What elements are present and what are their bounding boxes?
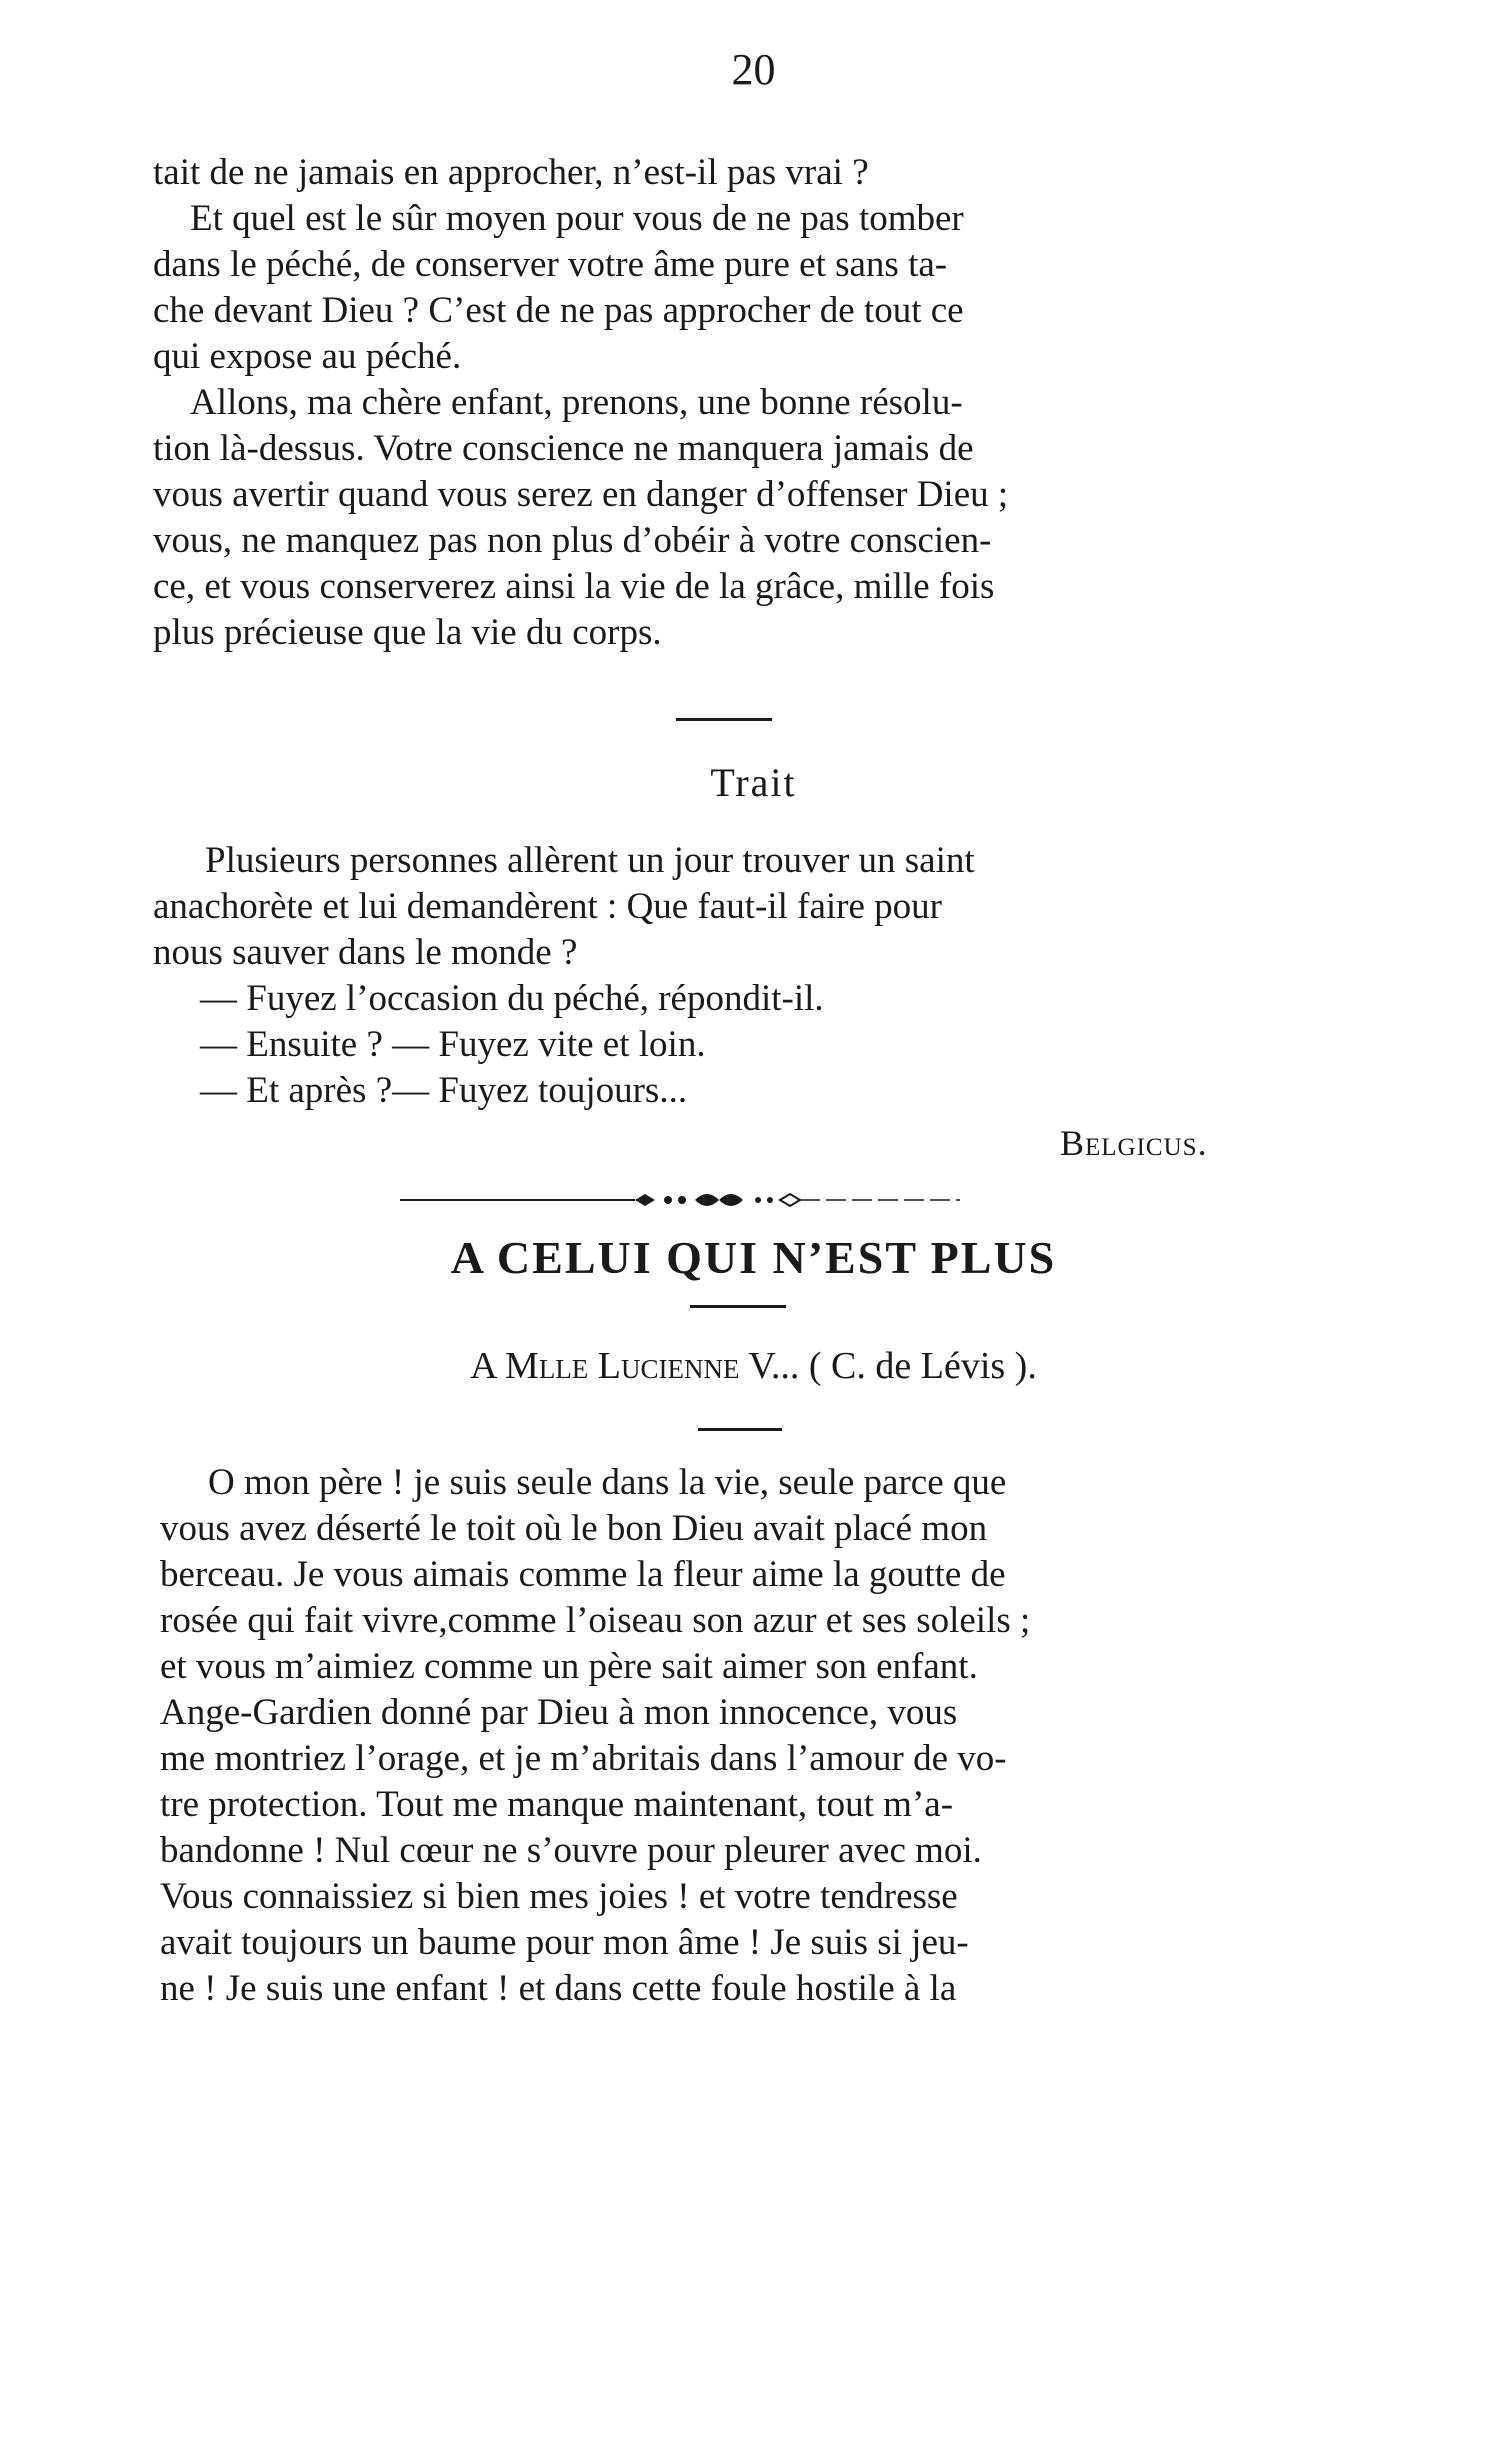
section-divider: [676, 718, 772, 721]
text-line: — Et après ?— Fuyez toujours...: [200, 1070, 688, 1111]
text-line: bandonne ! Nul cœur ne s’ouvre pour pleurer avec moi.: [160, 1830, 982, 1871]
text-line: vous avertir quand vous serez en danger d’offenser Dieu ;: [153, 474, 1009, 515]
section-title-trait: Trait: [710, 760, 797, 805]
text-line: rosée qui fait vivre,comme l’oiseau son azur et ses soleils ;: [160, 1600, 1031, 1641]
dedication: [0, 1340, 1507, 1392]
text-line: vous, ne manquez pas non plus d’obéir à votre conscien-: [153, 520, 992, 561]
text-line: ne ! Je suis une enfant ! et dans cette foule hostile à la: [160, 1968, 957, 2009]
text-line: berceau. Je vous aimais comme la fleur aime la goutte de: [160, 1554, 1006, 1595]
text-line: ce, et vous conserverez ainsi la vie de la grâce, mille fois: [153, 566, 995, 607]
text-line: plus précieuse que la vie du corps.: [153, 612, 662, 653]
ornamental-divider: [400, 1185, 1020, 1215]
author-signature: Belgicus.: [1060, 1123, 1208, 1163]
text-line: che devant Dieu ? C’est de ne pas approcher de tout ce: [153, 290, 964, 331]
section-divider: [698, 1428, 782, 1431]
text-line: nous sauver dans le monde ?: [153, 932, 578, 973]
text-line: vous avez déserté le toit où le bon Dieu avait placé mon: [160, 1508, 988, 1549]
text-line: Allons, ma chère enfant, prenons, une bonne résolu-: [190, 382, 963, 423]
text-line: tion là-dessus. Votre conscience ne manquera jamais de: [153, 428, 974, 469]
text-line: me montriez l’orage, et je m’abritais dans l’amour de vo-: [160, 1738, 1007, 1779]
text-line: tre protection. Tout me manque maintenant, tout m’a-: [160, 1784, 954, 1825]
dedication-name: Mlle Lucienne: [505, 1345, 740, 1387]
text-line: avait toujours un baume pour mon âme ! Je suis si jeu-: [160, 1922, 969, 1963]
text-line: Ange-Gardien donné par Dieu à mon innocence, vous: [160, 1692, 958, 1733]
text-line: — Ensuite ? — Fuyez vite et loin.: [200, 1024, 706, 1065]
text-line: tait de ne jamais en approcher, n’est-il pas vrai ?: [153, 152, 869, 193]
text-line: — Fuyez l’occasion du péché, répondit-il.: [200, 978, 824, 1019]
section-divider: [690, 1305, 786, 1308]
text-line: dans le péché, de conserver votre âme pure et sans ta-: [153, 244, 948, 285]
poem-title: A CELUI QUI N’EST PLUS: [450, 1232, 1057, 1283]
text-line: Et quel est le sûr moyen pour vous de ne pas tomber: [190, 198, 964, 239]
dedication-prefix: A: [470, 1345, 496, 1387]
text-line: qui expose au péché.: [153, 336, 462, 377]
text-line: O mon père ! je suis seule dans la vie, seule parce que: [208, 1462, 1007, 1503]
text-line: et vous m’aimiez comme un père sait aimer son enfant.: [160, 1646, 978, 1687]
text-line: anachorète et lui demandèrent : Que faut-il faire pour: [153, 886, 942, 927]
text-line: Plusieurs personnes allèrent un jour trouver un saint: [205, 840, 975, 881]
page-number: 20: [731, 45, 776, 94]
dedication-suffix: V... ( C. de Lévis ).: [748, 1345, 1037, 1387]
text-line: Vous connaissiez si bien mes joies ! et votre tendresse: [160, 1876, 958, 1917]
